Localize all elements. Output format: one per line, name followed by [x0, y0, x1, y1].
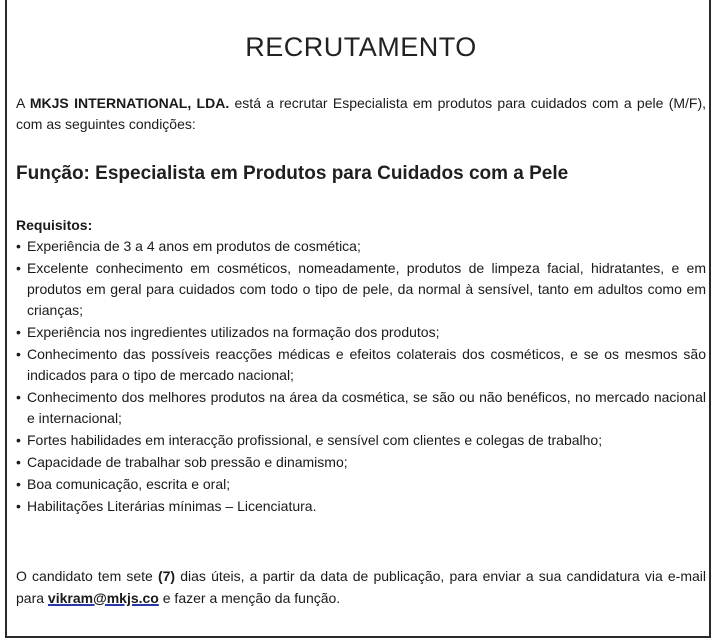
list-item	[16, 322, 706, 343]
requirement-text: Excelente conhecimento em cosméticos, nomeadamente, produtos de limpeza facial, hidratantes, e em produtos em geral para cuidados com todo o tipo de pele, da normal à sensível, tanto em adultos como em crianças;	[27, 260, 706, 318]
requirement-text: Habilitações Literárias mínimas – Licenciatura.	[27, 498, 317, 514]
intro-prefix: A	[16, 95, 30, 111]
list-item	[16, 496, 706, 517]
requirement-text: Conhecimento das possíveis reacções médicas e efeitos colaterais dos cosméticos, e se os mesmos são indicados para o tipo de mercado nacional;	[27, 346, 706, 383]
list-item	[16, 452, 706, 473]
list-item	[16, 236, 706, 257]
list-item	[16, 430, 706, 451]
bullet-icon: •	[16, 238, 21, 254]
job-title: Função: Especialista em Produtos para Cuidados com a Pele	[16, 163, 569, 184]
bullet-icon: •	[16, 454, 21, 470]
requirement-text: Fortes habilidades em interacção profissional, e sensível com clientes e colegas de trabalho;	[27, 432, 603, 448]
bullet-icon: •	[16, 498, 21, 514]
requirement-text: Capacidade de trabalhar sob pressão e dinamismo;	[27, 454, 348, 470]
requirements-list	[16, 236, 706, 518]
company-name: MKJS INTERNATIONAL, LDA.	[29, 95, 230, 111]
closing-text-3: e fazer a menção da função.	[158, 590, 341, 606]
requirement-text: Experiência de 3 a 4 anos em produtos de cosmética;	[27, 238, 361, 254]
bullet-icon: •	[16, 260, 21, 276]
requirements-heading: Requisitos:	[16, 217, 93, 233]
intro-text: está a recrutar Especialista em produtos para cuidados com a pele (M/F), com as seguintes condições:	[16, 95, 707, 132]
requirement-text: Conhecimento dos melhores produtos na área da cosmética, se são ou não benéficos, no mercado nacional e internacional;	[27, 389, 706, 426]
requirement-text: Boa comunicação, escrita e oral;	[27, 476, 231, 492]
bullet-icon: •	[16, 324, 21, 340]
closing-text-1: O candidato tem sete	[16, 568, 158, 584]
page-title: RECRUTAMENTO	[245, 32, 477, 62]
email-link[interactable]: vikram@mkjs.co	[47, 590, 159, 606]
closing-text-2: dias úteis, a partir da data de publicação, para enviar a sua candidatura via e-mail para	[16, 568, 706, 606]
bullet-icon: •	[16, 346, 21, 362]
list-item	[16, 258, 706, 321]
bullet-icon: •	[16, 432, 21, 448]
days-count: (7)	[157, 568, 176, 584]
list-item	[16, 474, 706, 495]
closing-paragraph	[16, 565, 706, 609]
list-item	[16, 344, 706, 386]
intro-paragraph	[16, 93, 706, 135]
bullet-icon: •	[16, 476, 21, 492]
requirement-text: Experiência nos ingredientes utilizados na formação dos produtos;	[27, 324, 440, 340]
bullet-icon: •	[16, 389, 21, 405]
list-item	[16, 387, 706, 429]
